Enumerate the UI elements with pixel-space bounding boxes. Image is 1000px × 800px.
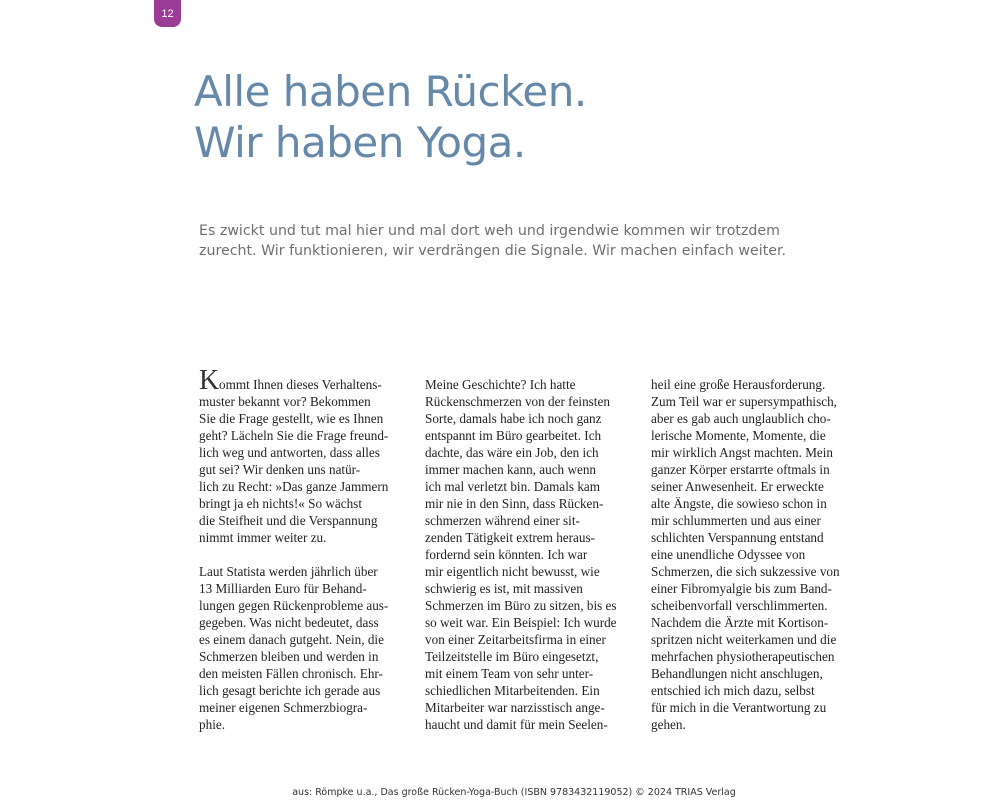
text-line: so weit war. Ein Beispiel: Ich wurde bbox=[425, 615, 617, 630]
text-line: es einem danach gutgeht. Nein, die bbox=[199, 632, 384, 647]
text-line: ich mal verletzt bin. Damals kam bbox=[425, 479, 601, 494]
text-line: nimmt immer weiter zu. bbox=[199, 530, 327, 545]
text-line: Schmerzen, die sich sukzessive von bbox=[651, 564, 840, 579]
text-line: Rückenschmerzen von der feinsten bbox=[425, 394, 610, 409]
text-line: fordernd sein könnten. Ich war bbox=[425, 547, 588, 562]
intro-line-1: Es zwickt und tut mal hier und mal dort weh und irgendwie kommen wir trotzdem bbox=[199, 223, 780, 239]
text-line: Mitarbeiter war narzisstisch ange- bbox=[425, 700, 605, 715]
intro-paragraph bbox=[199, 221, 839, 261]
source-footer: aus: Römpke u.a., Das große Rücken-Yoga-Buch (ISBN 9783432119052) © 2024 TRIAS Verlag bbox=[292, 787, 736, 798]
text-line: mehrfachen physiotherapeutischen bbox=[651, 649, 835, 664]
text-line: muster bekannt vor? Bekommen bbox=[199, 394, 371, 409]
text-line: alte Ängste, die sowieso schon in bbox=[651, 496, 827, 511]
headline-line-2: Wir haben Yoga. bbox=[194, 118, 526, 167]
body-column-2 bbox=[425, 376, 630, 733]
text-line: lungen gegen Rückenprobleme aus- bbox=[199, 598, 389, 613]
text-line: Schmerzen bleiben und werden in bbox=[199, 649, 379, 664]
text-line: scheibenvorfall verschlimmerten. bbox=[651, 598, 828, 613]
text-line: ommt Ihnen dieses Verhaltens- bbox=[219, 377, 382, 392]
text-line: mir schlummerten und aus einer bbox=[651, 513, 821, 528]
text-line: geht? Lächeln Sie die Frage freund- bbox=[199, 428, 389, 443]
headline-line-1: Alle haben Rücken. bbox=[194, 67, 587, 116]
page-number-badge bbox=[154, 0, 181, 27]
text-line: mir eigentlich nicht bewusst, wie bbox=[425, 564, 600, 579]
text-line: Sie die Frage gestellt, wie es Ihnen bbox=[199, 411, 384, 426]
chapter-headline bbox=[194, 66, 587, 168]
text-line: haucht und damit für mein Seelen- bbox=[425, 717, 608, 732]
text-line: schiedlichen Mitarbeitenden. Ein bbox=[425, 683, 600, 698]
paragraph-2 bbox=[199, 563, 404, 733]
text-line: meiner eigenen Schmerzbiogra- bbox=[199, 700, 368, 715]
text-line: 13 Milliarden Euro für Behand- bbox=[199, 581, 367, 596]
text-line: mir wirklich Angst machten. Mein bbox=[651, 445, 834, 460]
text-line: heil eine große Herausforderung. bbox=[651, 377, 826, 392]
text-line: schmerzen während einer sit- bbox=[425, 513, 580, 528]
text-line: schwierig es ist, mit massiven bbox=[425, 581, 583, 596]
text-line: gegeben. Was nicht bedeutet, dass bbox=[199, 615, 379, 630]
text-line: Meine Geschichte? Ich hatte bbox=[425, 377, 576, 392]
text-line: seiner Anwesenheit. Er erweckte bbox=[651, 479, 824, 494]
text-line: mir nie in den Sinn, dass Rücken- bbox=[425, 496, 604, 511]
text-line: phie. bbox=[199, 717, 226, 732]
body-column-1 bbox=[199, 376, 404, 733]
text-line: bringt ja eh nichts!« So wächst bbox=[199, 496, 362, 511]
body-column-3 bbox=[651, 376, 856, 733]
text-line: Sorte, damals habe ich noch ganz bbox=[425, 411, 602, 426]
text-line: Zum Teil war er supersympathisch, bbox=[651, 394, 837, 409]
text-line: zenden Tätigkeit extrem heraus- bbox=[425, 530, 596, 545]
text-line: Behandlungen nicht anschlugen, bbox=[651, 666, 823, 681]
text-line: spritzen nicht weiterkamen und die bbox=[651, 632, 837, 647]
text-line: die Steifheit und die Verspannung bbox=[199, 513, 378, 528]
text-line: mit einem Team von sehr unter- bbox=[425, 666, 594, 681]
text-line: entspannt im Büro gearbeitet. Ich bbox=[425, 428, 602, 443]
text-line: Schmerzen im Büro zu sitzen, bis es bbox=[425, 598, 617, 613]
text-line: einer Fibromyalgie bis zum Band- bbox=[651, 581, 832, 596]
text-line: lich weg und antworten, dass alles bbox=[199, 445, 380, 460]
intro-line-2: zurecht. Wir funktionieren, wir verdrängen die Signale. Wir machen einfach weiter. bbox=[199, 243, 787, 259]
text-line: eine unendliche Odyssee von bbox=[651, 547, 806, 562]
page-number: 12 bbox=[161, 7, 174, 20]
text-line: gehen. bbox=[651, 717, 686, 732]
text-line: für mich in die Verantwortung zu bbox=[651, 700, 827, 715]
text-line: lich gesagt berichte ich gerade aus bbox=[199, 683, 381, 698]
text-line: Nachdem die Ärzte mit Kortison- bbox=[651, 615, 829, 630]
text-line: ganzer Körper erstarrte oftmals in bbox=[651, 462, 830, 477]
drop-cap: K bbox=[199, 365, 220, 396]
text-line: von einer Zeitarbeitsfirma in einer bbox=[425, 632, 606, 647]
text-line: gut sei? Wir denken uns natür- bbox=[199, 462, 361, 477]
paragraph-1 bbox=[199, 376, 404, 546]
text-line: immer machen kann, auch wenn bbox=[425, 462, 597, 477]
text-line: dachte, das wäre ein Job, den ich bbox=[425, 445, 599, 460]
text-line: Teilzeitstelle im Büro eingesetzt, bbox=[425, 649, 599, 664]
paragraph-gap bbox=[199, 546, 404, 563]
text-line: aber es gab auch unglaublich cho- bbox=[651, 411, 831, 426]
text-line: den meisten Fällen chronisch. Ehr- bbox=[199, 666, 383, 681]
text-line: entschied ich mich dazu, selbst bbox=[651, 683, 815, 698]
text-line: lerische Momente, Momente, die bbox=[651, 428, 826, 443]
text-line: schlichten Verspannung entstand bbox=[651, 530, 824, 545]
text-line: Laut Statista werden jährlich über bbox=[199, 564, 378, 579]
text-line: lich zu Recht: »Das ganze Jammern bbox=[199, 479, 389, 494]
